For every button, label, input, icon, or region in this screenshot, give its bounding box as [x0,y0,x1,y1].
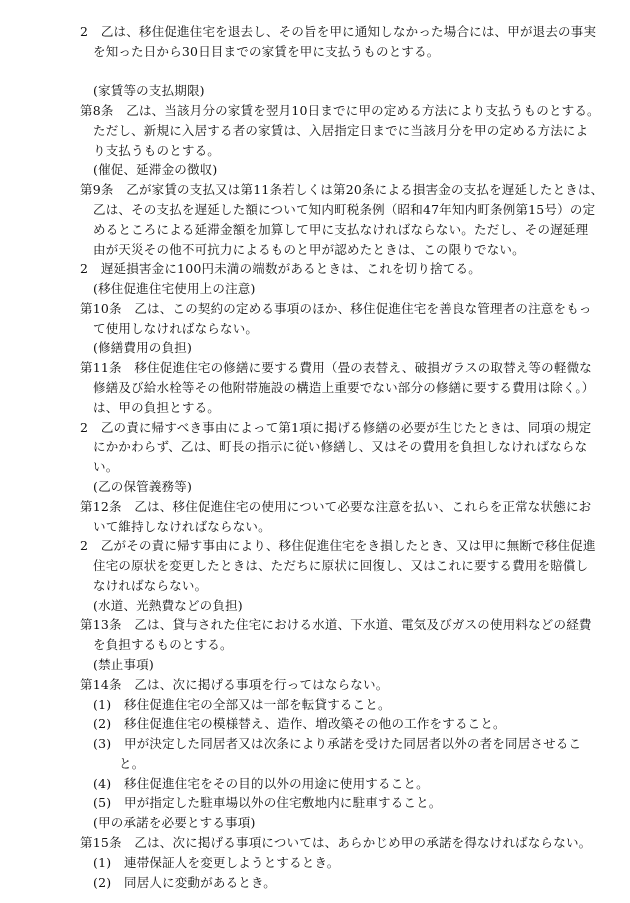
text-line: (催促、延滞金の徴収) [93,162,218,178]
text-line: 乙は、その支払を遅延した額について知内町税条例（昭和47年知内町条例第15号）の定 [93,202,596,218]
text-line: て使用しなければならない。 [93,320,259,336]
text-line: 由が天災その他不可抗力によるものと甲が認めたときは、この限りでない。 [93,241,525,257]
text-line: (1) 移住促進住宅の全部又は一部を転貸すること。 [93,696,391,712]
text-line: は、甲の負担とする。 [93,399,221,415]
text-line: 第11条 移住促進住宅の修繕に要する費用（畳の表替え、破損ガラスの取替え等の軽微な [80,360,592,376]
text-line: 第9条 乙が家賃の支払又は第11条若しくは第20条による損害金の支払を遅延したときは、 [80,182,604,198]
text-line: (5) 甲が指定した駐車場以外の住宅敷地内に駐車すること。 [93,795,442,811]
text-line: (2) 同居人に変動があるとき。 [93,874,276,890]
text-line: (甲の承諾を必要とする事項) [93,815,256,831]
text-line: (4) 移住促進住宅をその目的以外の用途に使用すること。 [93,775,429,791]
text-line: 第14条 乙は、次に掲げる事項を行ってはならない。 [80,676,389,692]
text-line: 2 乙がその責に帰す事由により、移住促進住宅をき損したとき、又は甲に無断で移住促進 [80,538,596,554]
text-line: 第15条 乙は、次に掲げる事項については、あらかじめ甲の承諾を得なければならない。 [80,834,592,850]
text-line: 第12条 乙は、移住促進住宅の使用について必要な注意を払い、これらを正常な状態にお [80,498,592,514]
text-line: 2 乙は、移住促進住宅を退去し、その旨を甲に通知しなかった場合には、甲が退去の事実 [80,24,597,39]
text-line: 第13条 乙は、貸与された住宅における水道、下水道、電気及びガスの使用料などの経費 [80,617,592,633]
text-line: にかかわらず、乙は、町長の指示に従い修繕し、又はその費用を負担しなければならな [93,439,588,455]
text-line: を知った日から30日目までの家賃を甲に支払うものとする。 [93,43,440,59]
text-line: 第8条 乙は、当該月分の家賃を翌月10日までに甲の定める方法により支払うものとする。 [80,103,600,119]
text-line: (水道、光熱費などの負担) [93,597,243,613]
text-line: (修繕費用の負担) [93,340,193,356]
text-line: 2 遅延損害金に100円未満の端数があるときは、これを切り捨てる。 [80,261,481,277]
text-line: なければならない。 [93,577,208,593]
text-line: めるところによる延滞金額を加算して甲に支払なければならない。ただし、その遅延理 [93,221,589,237]
text-line: (1) 連帯保証人を変更しようとするとき。 [93,854,340,870]
text-line: ただし、新規に入居する者の家賃は、入居指定日までに当該月分を甲の定める方法によ [93,122,589,138]
text-line: (家賃等の支払期限) [93,83,205,99]
text-line: (禁止事項) [93,656,154,672]
text-line: (3) 甲が決定した同居者又は次条により承諾を受けた同居者以外の者を同居させるこ [93,736,582,752]
text-line: 住宅の原状を変更したときは、ただちに原状に回復し、又はこれに要する費用を賠償し [93,558,589,574]
text-line: と。 [119,755,145,771]
text-line: 修繕及び給水栓等その他附帯施設の構造上重要でない部分の修繕に要する費用は除く。） [93,380,595,396]
text-line: り支払うものとする。 [93,142,221,158]
text-line: (2) 移住促進住宅の模様替え、造作、増改築その他の工作をすること。 [93,716,506,732]
text-line: 第10条 乙は、この契約の定める事項のほか、移住促進住宅を善良な管理者の注意をもっ [80,300,592,316]
text-line: (移住促進住宅使用上の注意) [93,281,256,297]
text-line: い。 [93,459,119,475]
text-line: を負担するものとする。 [93,637,233,653]
text-line: 2 乙の責に帰すべき事由によって第1項に掲げる修繕の必要が生じたときは、同項の規定 [80,419,592,435]
text-line: いて維持しなければならない。 [93,518,271,534]
text-line: (乙の保管義務等) [93,478,193,494]
